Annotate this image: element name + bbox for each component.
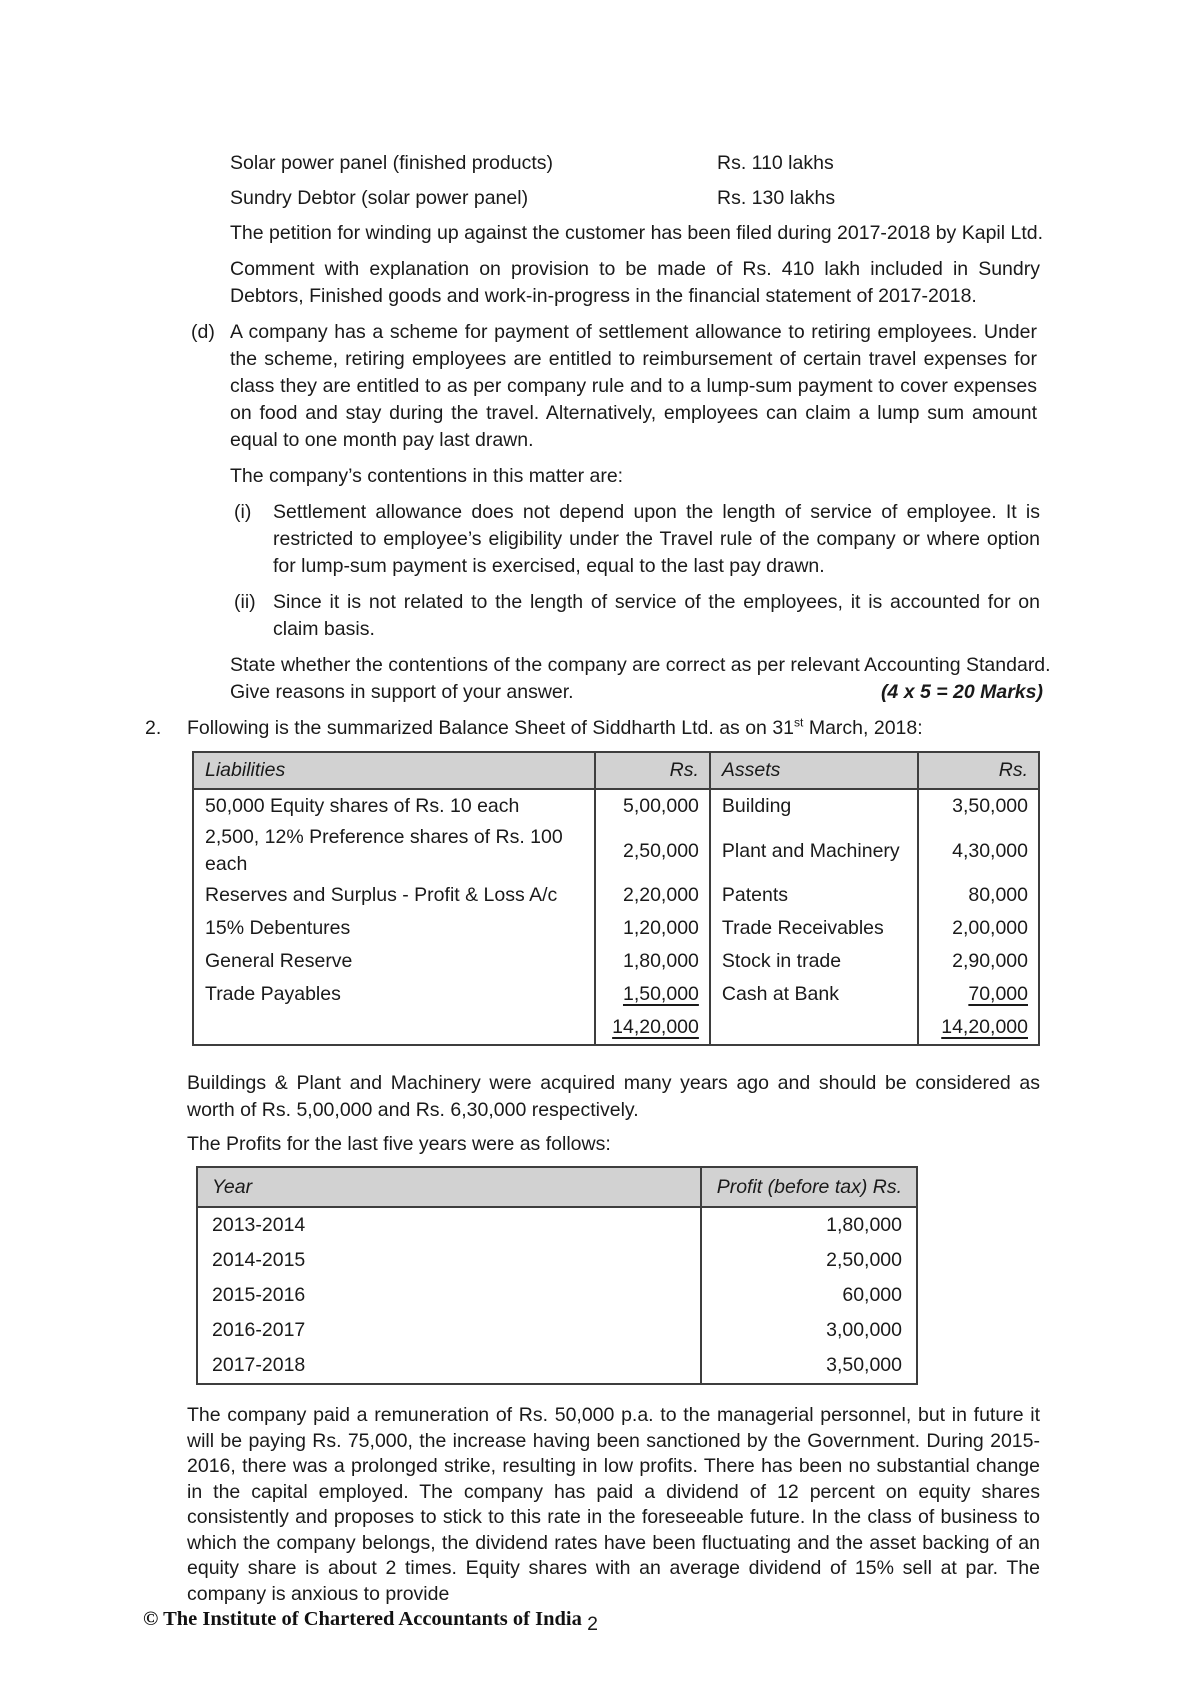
table-cell: 15% Debentures [193, 912, 595, 945]
table-row [193, 879, 1039, 912]
total-amount: 14,20,000 [612, 1016, 699, 1038]
footer-copyright: © The Institute of Chartered Accountants of India [143, 1608, 582, 1630]
note-profits-intro: The Profits for the last five years were as follows: [187, 1133, 611, 1155]
table-row [193, 912, 1039, 945]
table-cell: 2,50,000 [595, 823, 710, 879]
table-row [197, 1243, 917, 1278]
table-cell [595, 1011, 710, 1045]
item-d-text: A company has a scheme for payment of settlement allowance to retiring employees. Under the scheme, retiring employees are entitled to reimbursement of certain travel expenses for class they are entitled to as per company rule and to a lump-sum payment to cover expenses on food and stay during the travel. Alternatively, employees can claim a lump sum amount equal to one month pay last drawn. [230, 321, 1037, 451]
table-cell: 1,80,000 [595, 945, 710, 978]
table-cell: Cash at Bank [710, 978, 918, 1011]
table-cell: 2017-2018 [197, 1348, 701, 1384]
table-cell: Trade Payables [193, 978, 595, 1011]
table-cell: 3,50,000 [918, 789, 1039, 823]
table-cell: 2013-2014 [197, 1207, 701, 1243]
table-cell: Reserves and Surplus - Profit & Loss A/c [193, 879, 595, 912]
table-row [193, 978, 1039, 1011]
table-cell: 4,30,000 [918, 823, 1039, 879]
table-cell [595, 978, 710, 1011]
closing-statement [230, 652, 1051, 706]
question-text-end: March, 2018: [803, 717, 923, 739]
question-number: 2. [145, 717, 162, 739]
table-cell: 2,00,000 [918, 912, 1039, 945]
question-text [187, 715, 1040, 742]
inventory-value: Rs. 110 lakhs [717, 152, 834, 174]
total-amount: 14,20,000 [941, 1016, 1028, 1038]
profit-table [196, 1166, 918, 1385]
paragraph-petition: The petition for winding up against the customer has been filed during 2017-2018 by Kapil Ltd. [230, 222, 1044, 244]
header-year: Year [197, 1167, 701, 1207]
table-cell [193, 1011, 595, 1045]
table-total-row [193, 1011, 1039, 1045]
closing-line-1: State whether the contentions of the company are correct as per relevant Accounting Standard. [230, 654, 1051, 676]
table-row [193, 945, 1039, 978]
header-assets: Assets [710, 752, 918, 789]
table-header-row [193, 752, 1039, 789]
inventory-line [230, 185, 1040, 212]
underlined-amount: 1,50,000 [622, 983, 699, 1005]
table-cell [918, 1011, 1039, 1045]
table-row [193, 823, 1039, 879]
page-content [145, 150, 1051, 1638]
table-cell: 2,20,000 [595, 879, 710, 912]
final-paragraph: The company paid a remuneration of Rs. 50,000 p.a. to the managerial personnel, but in future it will be paying Rs. 75,000, the increase having been sanctioned by the Government. During 2015-2016, there was a prolonged strike, resulting in low profits. There has been no substantial change in the capital employed. The company has paid a dividend of 12 percent on equity shares consistently and proposes to stick to this rate in the foreseeable future. In the class of business to which the company belongs, the dividend rates have been fluctuating and the asset backing of an equity share is about 2 times. Equity shares with an average dividend of 15% sell at par. The company is anxious to provide [187, 1404, 1040, 1605]
sub-item-i [145, 499, 1040, 580]
table-row [197, 1278, 917, 1313]
table-row [197, 1313, 917, 1348]
sub-item-ii [145, 589, 1040, 643]
header-profit: Profit (before tax) Rs. [701, 1167, 917, 1207]
sub-item-ii-label: (ii) [234, 591, 256, 613]
table-row [193, 789, 1039, 823]
underlined-amount: 70,000 [968, 983, 1028, 1005]
inventory-line [230, 150, 1040, 177]
table-cell: 2016-2017 [197, 1313, 701, 1348]
table-row [197, 1348, 917, 1384]
inventory-value: Rs. 130 lakhs [717, 187, 836, 209]
table-cell: Building [710, 789, 918, 823]
page-number: 2 [587, 1613, 598, 1635]
table-cell: 2,500, 12% Preference shares of Rs. 100 each [193, 823, 595, 879]
inventory-label: Solar power panel (finished products) [230, 152, 554, 174]
item-d-label: (d) [191, 321, 215, 343]
table-cell: General Reserve [193, 945, 595, 978]
header-rs-right: Rs. [918, 752, 1039, 789]
paragraph-comment: Comment with explanation on provision to be made of Rs. 410 lakh included in Sundry Debtors, Finished goods and work-in-progress in the financial statement of 2017-2018. [230, 258, 1040, 307]
table-cell: 3,50,000 [701, 1348, 917, 1384]
table-cell [918, 978, 1039, 1011]
item-d [145, 319, 1040, 454]
table-cell: Stock in trade [710, 945, 918, 978]
table-cell: 2014-2015 [197, 1243, 701, 1278]
table-cell: Patents [710, 879, 918, 912]
sub-item-ii-text: Since it is not related to the length of service of the employees, it is accounted for on claim basis. [273, 591, 1040, 640]
question-text-start: Following is the summarized Balance Sheet of Siddharth Ltd. as on 31 [187, 717, 795, 739]
table-cell [710, 1011, 918, 1045]
sub-item-i-label: (i) [234, 501, 252, 523]
marks-label: (4 x 5 = 20 Marks) [880, 681, 1043, 703]
table-row [197, 1207, 917, 1243]
header-liabilities: Liabilities [193, 752, 595, 789]
closing-line-2 [230, 679, 1043, 706]
table-cell: 1,20,000 [595, 912, 710, 945]
table-cell: Trade Receivables [710, 912, 918, 945]
table-cell: Plant and Machinery [710, 823, 918, 879]
table-cell: 2,50,000 [701, 1243, 917, 1278]
table-cell: 80,000 [918, 879, 1039, 912]
header-rs-left: Rs. [595, 752, 710, 789]
contentions-intro: The company’s contentions in this matter are: [230, 465, 624, 487]
table-cell: 1,80,000 [701, 1207, 917, 1243]
note-buildings: Buildings & Plant and Machinery were acquired many years ago and should be considered as worth of Rs. 5,00,000 and Rs. 6,30,000 respectively. [187, 1072, 1040, 1121]
closing-line-2-text: Give reasons in support of your answer. [230, 681, 574, 703]
table-cell: 50,000 Equity shares of Rs. 10 each [193, 789, 595, 823]
table-cell: 2,90,000 [918, 945, 1039, 978]
ordinal-superscript: st [794, 715, 804, 730]
table-cell: 2015-2016 [197, 1278, 701, 1313]
table-header-row [197, 1167, 917, 1207]
question-2 [145, 715, 1040, 742]
sub-item-i-text: Settlement allowance does not depend upon the length of service of employee. It is restricted to employee’s eligibility under the Travel rule of the company or where option for lump-sum payment is exercised, equal to the last pay drawn. [273, 501, 1040, 577]
table-cell: 60,000 [701, 1278, 917, 1313]
balance-sheet-table [192, 751, 1040, 1046]
table-cell: 5,00,000 [595, 789, 710, 823]
table-cell: 3,00,000 [701, 1313, 917, 1348]
inventory-label: Sundry Debtor (solar power panel) [230, 187, 529, 209]
